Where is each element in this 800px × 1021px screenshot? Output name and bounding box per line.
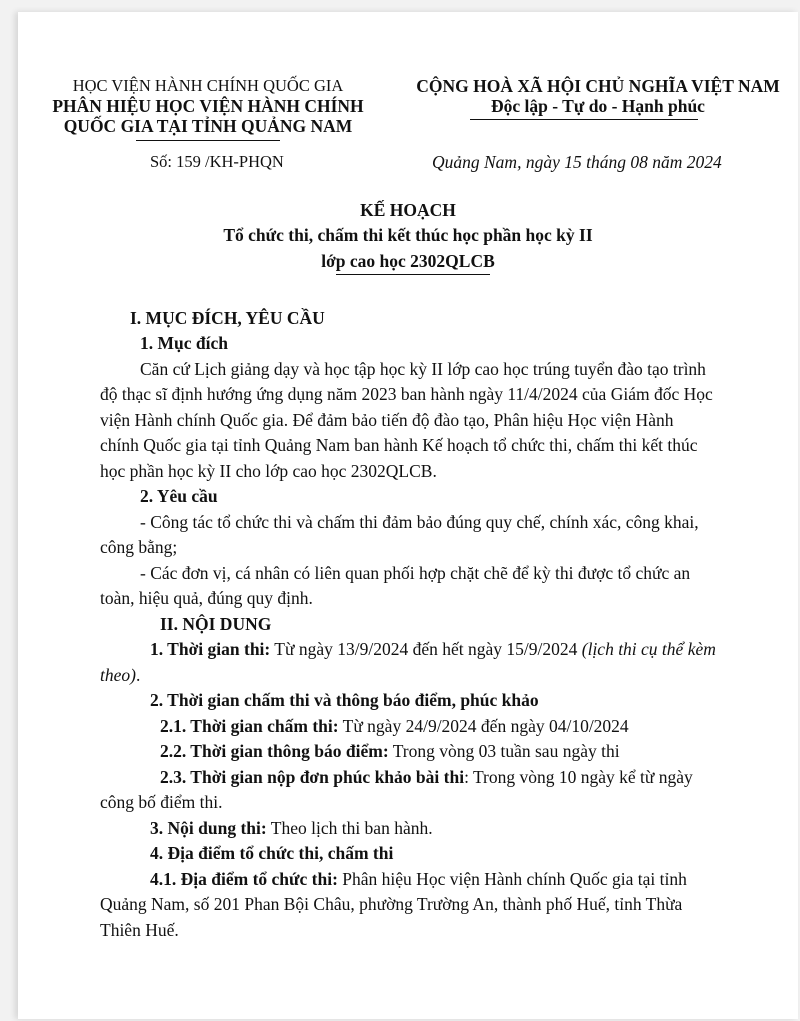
exam-location-text: Phân hiệu Học viện Hành chính Quốc gia tại tỉnh	[337, 869, 687, 889]
purpose-line: độ thạc sĩ định hướng ứng dụng năm 2023 ban hành ngày 11/4/2024 của Giám đốc Học	[100, 384, 713, 404]
exam-time-label: 1. Thời gian thi:	[150, 639, 271, 659]
grading-time-text: Từ ngày 24/9/2024 đến ngày 04/10/2024	[338, 716, 629, 736]
purpose-line: viện Hành chính Quốc gia. Để đảm bảo tiến độ đào tạo, Phân hiệu Học viện Hành	[100, 410, 674, 430]
exam-time-note: (lịch thi cụ thể kèm	[581, 639, 716, 659]
document-page	[18, 12, 798, 1019]
country-name: CỘNG HOÀ XÃ HỘI CHỦ NGHĨA VIỆT NAM	[416, 76, 780, 96]
exam-time-line	[150, 639, 716, 660]
document-subtitle-2: lớp cao học 2302QLCB	[321, 251, 495, 271]
motto-underline	[470, 119, 698, 120]
document-title: KẾ HOẠCH	[360, 200, 456, 220]
place-date: Quảng Nam, ngày 15 tháng 08 năm 2024	[432, 152, 722, 172]
exam-time-note-cont: theo)	[100, 665, 136, 685]
score-notice-text: Trong vòng 03 tuần sau ngày thi	[388, 741, 620, 761]
exam-location-line	[150, 869, 687, 890]
exam-content-label: 3. Nội dung thi:	[150, 818, 267, 838]
requirement-line: - Các đơn vị, cá nhân có liên quan phối hợp chặt chẽ để kỳ thi được tổ chức an	[140, 563, 691, 583]
location-heading: 4. Địa điểm tổ chức thi, chấm thi	[150, 843, 394, 863]
grading-time-label: 2.1. Thời gian chấm thi:	[160, 716, 339, 736]
section-2-heading: II. NỘI DUNG	[160, 614, 272, 634]
purpose-line: Căn cứ Lịch giảng dạy và học tập học kỳ II lớp cao học trúng tuyển đào tạo trình	[140, 359, 706, 379]
org-underline	[136, 140, 280, 141]
exam-location-cont: Thiên Huế.	[100, 920, 179, 940]
requirement-line: công bằng;	[100, 537, 178, 557]
appeal-line	[160, 767, 693, 788]
exam-content-text: Theo lịch thi ban hành.	[266, 818, 433, 838]
requirement-line: - Công tác tổ chức thi và chấm thi đảm bảo đúng quy chế, chính xác, công khai,	[140, 512, 699, 532]
score-notice-label: 2.2. Thời gian thông báo điểm:	[160, 741, 389, 761]
section-1-sub-1: 1. Mục đích	[140, 333, 228, 353]
section-1-sub-2: 2. Yêu cầu	[140, 486, 218, 506]
exam-content-line	[150, 818, 433, 839]
exam-time-text: Từ ngày 13/9/2024 đến hết ngày 15/9/2024	[270, 639, 582, 659]
org-line-2: PHÂN HIỆU HỌC VIỆN HÀNH CHÍNH	[52, 96, 364, 116]
section-1-heading: I. MỤC ĐÍCH, YÊU CẦU	[130, 308, 325, 328]
document-subtitle-1: Tổ chức thi, chấm thi kết thúc học phần học kỳ II	[223, 225, 593, 245]
org-line-3: QUỐC GIA TẠI TỈNH QUẢNG NAM	[63, 116, 353, 136]
score-notice-line	[160, 741, 620, 762]
grading-heading: 2. Thời gian chấm thi và thông báo điểm, phúc khảo	[150, 690, 539, 710]
appeal-label: 2.3. Thời gian nộp đơn phúc khảo bài thi	[160, 767, 465, 787]
purpose-line: chính Quốc gia tại tỉnh Quảng Nam ban hành Kế hoạch tổ chức thi, chấm thi kết thúc	[100, 435, 698, 455]
requirement-line: toàn, hiệu quả, đúng quy định.	[100, 588, 313, 608]
exam-time-line-cont	[100, 665, 140, 686]
document-number: Số: 159 /KH-PHQN	[150, 152, 284, 171]
exam-time-end: .	[135, 665, 141, 685]
exam-location-label: 4.1. Địa điểm tổ chức thi:	[150, 869, 338, 889]
org-line-1: HỌC VIỆN HÀNH CHÍNH QUỐC GIA	[72, 76, 344, 95]
purpose-line: học phần học kỳ II cho lớp cao học 2302QLCB.	[100, 461, 437, 481]
title-underline	[336, 274, 490, 275]
appeal-line-cont: công bố điểm thi.	[100, 792, 223, 812]
grading-time-line	[160, 716, 629, 737]
motto: Độc lập - Tự do - Hạnh phúc	[491, 96, 705, 116]
appeal-text: : Trong vòng 10 ngày kể từ ngày	[464, 767, 693, 787]
exam-location-cont: Quảng Nam, số 201 Phan Bội Châu, phường Trường An, thành phố Huế, tỉnh Thừa	[100, 894, 683, 914]
